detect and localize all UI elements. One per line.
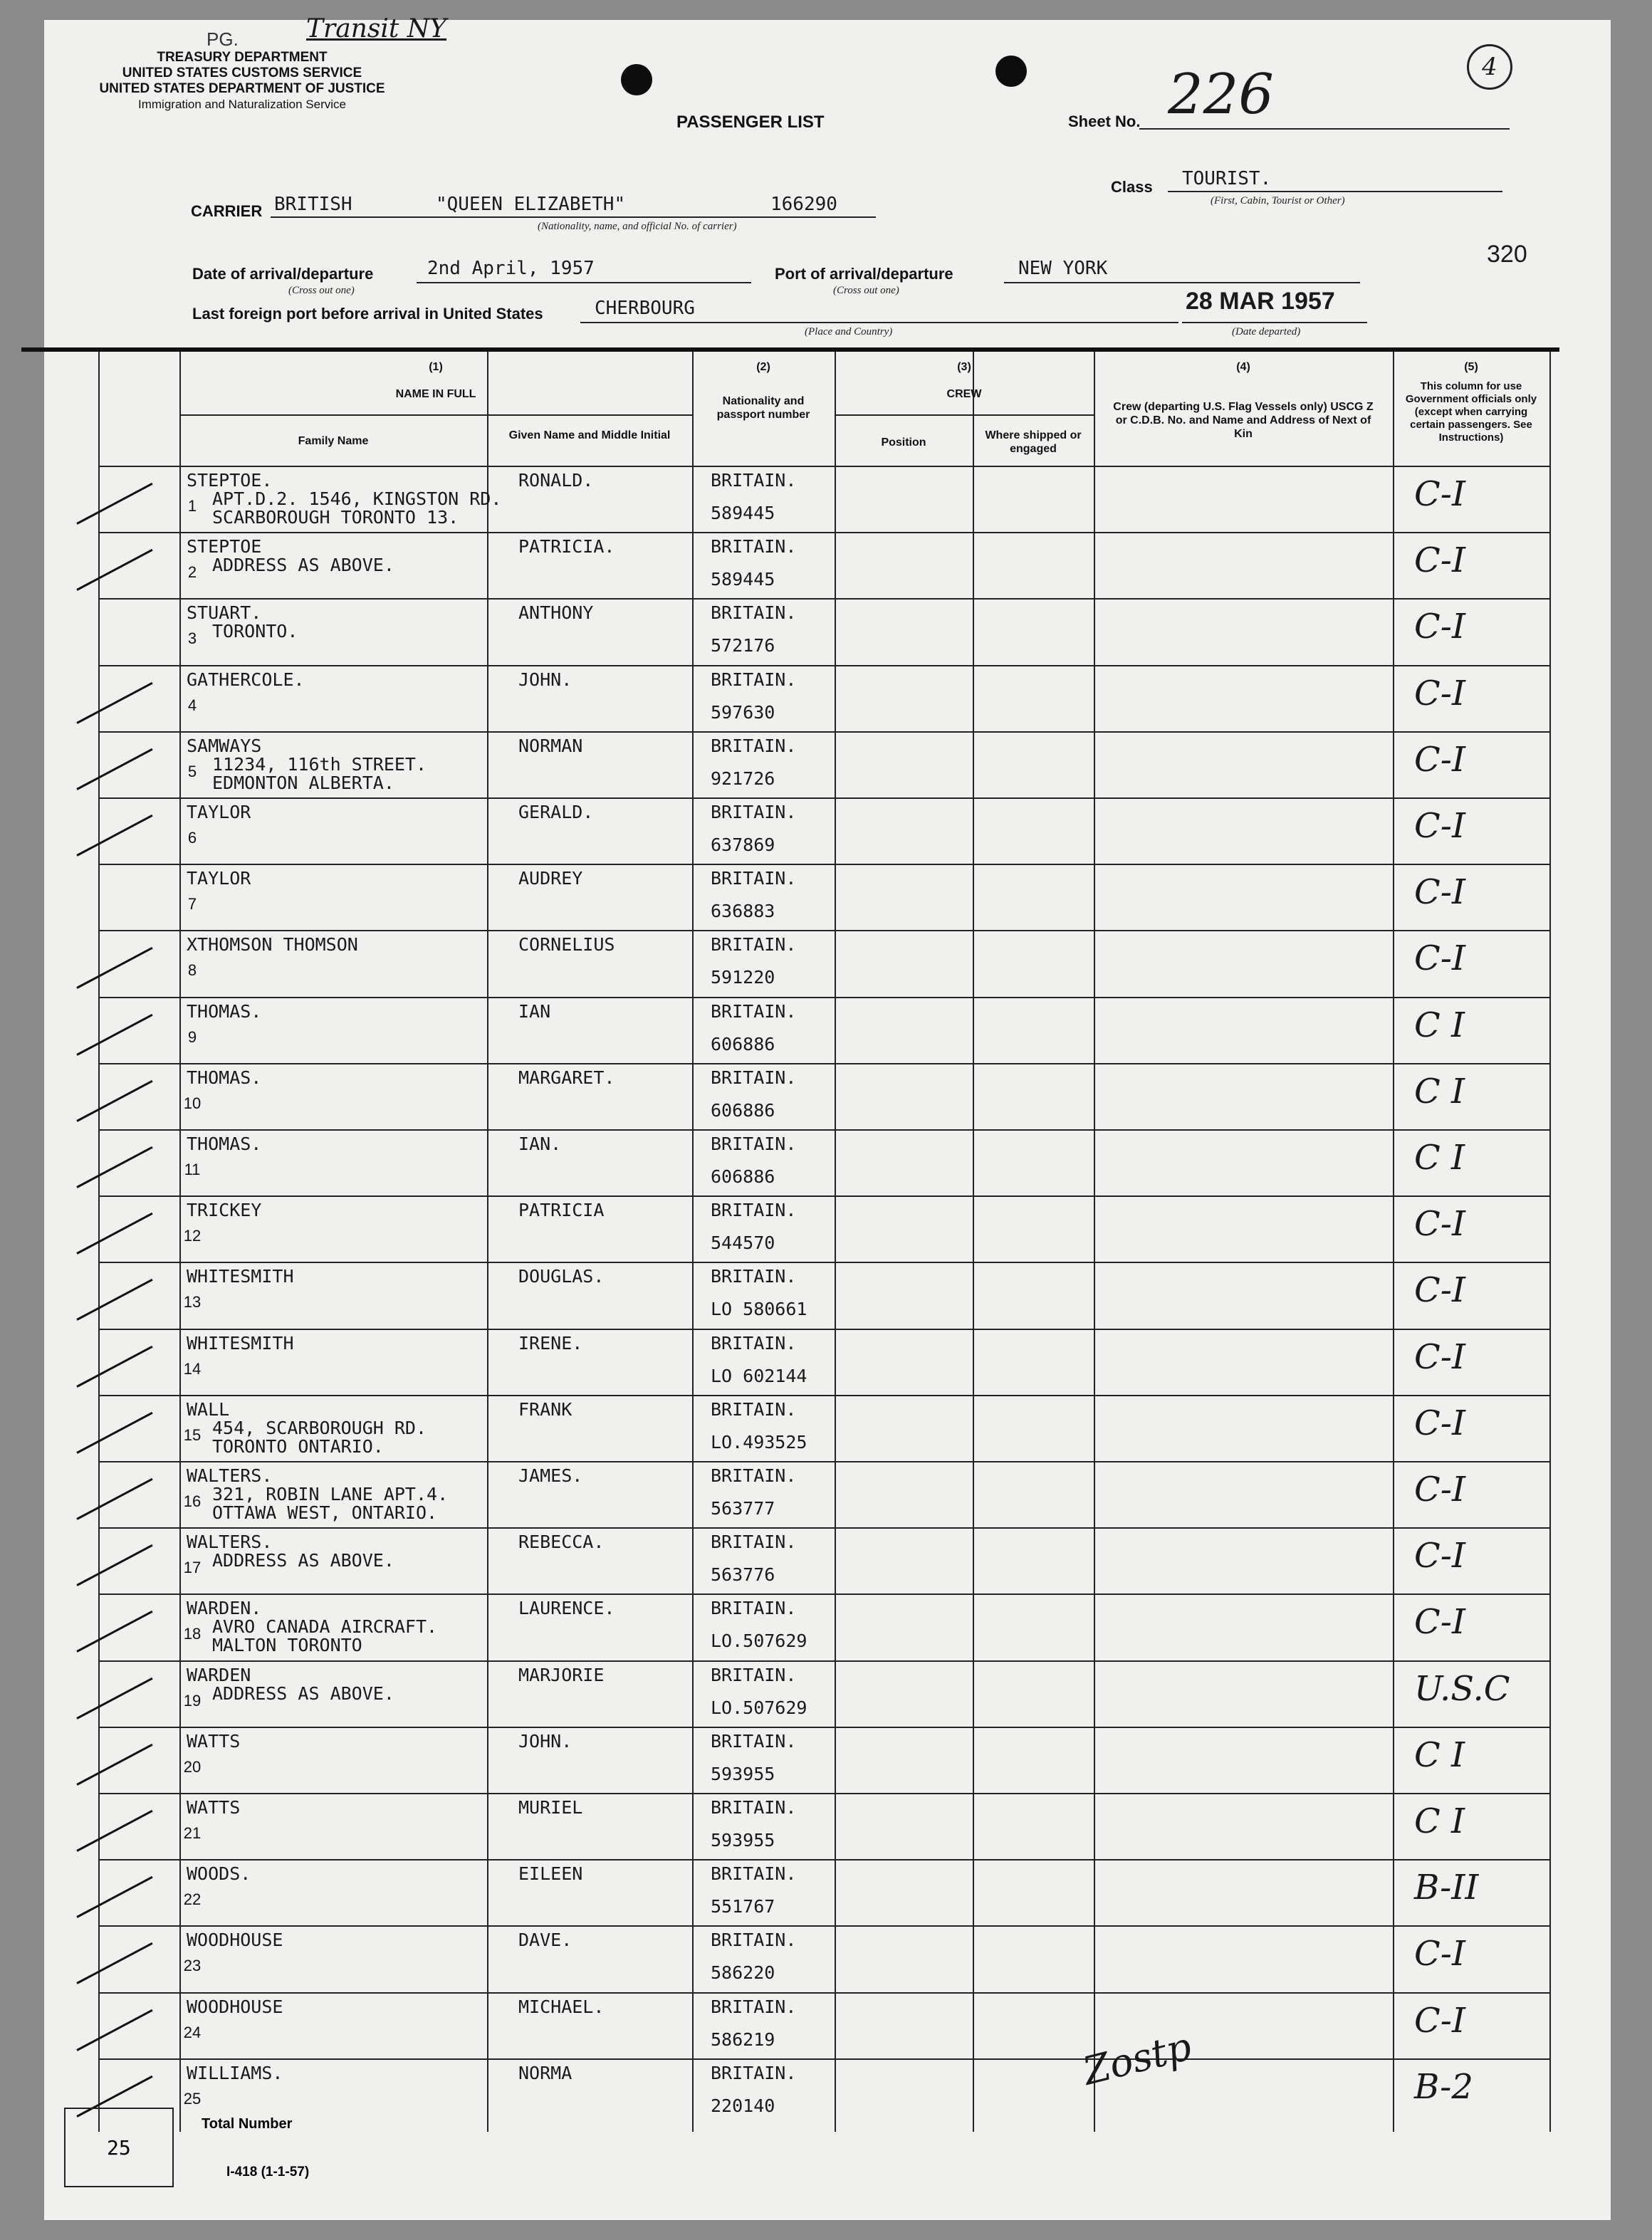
corner-circled-number: 4: [1467, 44, 1512, 90]
punch-hole-left: [621, 64, 652, 95]
sheet-number-line: [1139, 128, 1510, 130]
inspector-signature: Zostp: [1078, 2024, 1196, 2094]
given-name: ANTHONY: [518, 602, 594, 624]
admission-code: C-I: [1414, 1934, 1465, 1974]
given-name: MARGARET.: [518, 1067, 615, 1088]
row-line: [98, 1859, 1551, 1860]
address-line-2: MALTON TORONTO: [212, 1635, 362, 1656]
address-line-2: OTTAWA WEST, ONTARIO.: [212, 1502, 438, 1523]
family-name: WATTS: [187, 1797, 241, 1818]
admission-code: C-I: [1414, 1270, 1465, 1311]
passport-number: 586220: [711, 1962, 775, 1984]
admission-code: B-2: [1414, 2066, 1473, 2107]
family-name: WALTERS.: [187, 1465, 273, 1486]
header-bottom-line: [98, 466, 1551, 467]
margin-number: 320: [1487, 241, 1527, 268]
row-number: 21: [183, 1824, 202, 1842]
class-hint: (First, Cabin, Tourist or Other): [1211, 195, 1345, 206]
carrier-hint: (Nationality, name, and official No. of carrier): [538, 221, 737, 232]
carrier-underline: [271, 216, 876, 218]
nationality: BRITAIN.: [711, 1266, 797, 1287]
family-name-header: Family Name: [298, 435, 369, 447]
given-name: DAVE.: [518, 1930, 573, 1951]
row-number: 18: [183, 1625, 202, 1643]
nationality: BRITAIN.: [711, 1598, 797, 1619]
passport-number: LO 580661: [711, 1299, 807, 1320]
given-name: FRANK: [518, 1398, 573, 1420]
nationality: BRITAIN.: [711, 602, 797, 624]
family-name: WALTERS.: [187, 1532, 273, 1553]
passport-number: LO.507629: [711, 1697, 807, 1718]
col4-title: Crew (departing U.S. Flag Vessels only) USCG Z or C.D.B. No. and Name and Address of Next of Kin: [1113, 401, 1374, 440]
given-name: PATRICIA.: [518, 536, 615, 558]
nationality: BRITAIN.: [711, 2062, 797, 2083]
given-name: RONALD.: [518, 470, 594, 491]
passport-number: 544570: [711, 1232, 775, 1254]
row-number: 7: [187, 895, 197, 914]
port-value: NEW YORK: [1018, 258, 1108, 279]
row-line: [98, 930, 1551, 931]
row-number: 15: [183, 1425, 202, 1444]
nationality: BRITAIN.: [711, 1332, 797, 1354]
given-name: JAMES.: [518, 1465, 583, 1486]
pg-mark: PG.: [206, 28, 239, 50]
row-line: [98, 598, 1551, 600]
col1-number: (1): [429, 361, 443, 373]
row-line: [98, 1527, 1551, 1529]
row-line: [98, 1329, 1551, 1330]
nationality: BRITAIN.: [711, 1863, 797, 1885]
address-line-1: AVRO CANADA AIRCRAFT.: [212, 1616, 438, 1638]
passport-number: 589445: [711, 503, 775, 523]
family-name: THOMAS.: [187, 1067, 262, 1088]
row-number: 2: [187, 563, 197, 582]
punch-hole-right: [995, 56, 1027, 87]
nationality: BRITAIN.: [711, 1797, 797, 1818]
admission-code: C I: [1414, 1005, 1465, 1045]
row-number: 19: [183, 1691, 202, 1710]
family-name: STEPTOE.: [187, 470, 273, 491]
date-label: Date of arrival/departure: [192, 265, 374, 283]
admission-code: C-I: [1414, 1470, 1465, 1509]
row-line: [98, 1660, 1551, 1662]
passport-number: 586219: [711, 2029, 775, 2050]
sheet-number-value: 226: [1168, 63, 1274, 127]
row-line: [98, 1461, 1551, 1462]
row-number: 23: [183, 1957, 202, 1975]
given-name: MARJORIE: [518, 1664, 605, 1685]
given-name-header: Given Name and Middle Initial: [508, 429, 671, 441]
nationality: BRITAIN.: [711, 1465, 797, 1486]
nationality: BRITAIN.: [711, 536, 797, 558]
header-split-line: [179, 414, 692, 416]
row-number: 12: [183, 1227, 202, 1245]
passport-number: LO 602144: [711, 1365, 807, 1386]
class-value: TOURIST.: [1182, 168, 1272, 189]
admission-code: C-I: [1414, 607, 1465, 647]
family-name: WATTS: [187, 1730, 241, 1752]
passport-number: 551767: [711, 1896, 775, 1917]
col5-title: This column for use Government officials only (except when carrying certain passengers. See Instructions): [1405, 380, 1537, 444]
given-name: JOHN.: [518, 1730, 573, 1752]
port-cross-out-hint: (Cross out one): [833, 285, 899, 296]
family-name: WOODHOUSE: [187, 1930, 283, 1951]
carrier-label: CARRIER: [191, 202, 263, 220]
given-name: JOHN.: [518, 669, 573, 690]
carrier-nationality: BRITISH: [274, 194, 352, 215]
col-line: [1393, 352, 1394, 2132]
row-number: 13: [183, 1293, 202, 1312]
row-number: 24: [183, 2023, 202, 2041]
passport-number: 593955: [711, 1830, 775, 1851]
admission-code: C-I: [1414, 540, 1465, 581]
family-name: TAYLOR: [187, 868, 251, 889]
nationality: BRITAIN.: [711, 1134, 797, 1154]
row-line: [98, 1195, 1551, 1197]
family-name: WHITESMITH: [187, 1332, 294, 1354]
passport-number: 606886: [711, 1166, 775, 1187]
passport-number: 637869: [711, 834, 775, 855]
family-name: THOMAS.: [187, 1000, 262, 1022]
row-number: 6: [187, 829, 197, 847]
row-number: 3: [187, 629, 197, 648]
passport-number: 593955: [711, 1763, 775, 1784]
address-line-1: APT.D.2. 1546, KINGSTON RD.: [212, 488, 502, 509]
admission-code: U.S.C: [1414, 1668, 1510, 1709]
family-name: WARDEN: [187, 1664, 251, 1685]
passport-number: 921726: [711, 768, 775, 789]
col-line: [1549, 352, 1551, 2132]
nationality: BRITAIN.: [711, 1730, 797, 1752]
passport-number: 591220: [711, 967, 775, 988]
agency-line: TREASURY DEPARTMENT: [157, 50, 328, 65]
given-name: IRENE.: [518, 1332, 583, 1354]
class-underline: [1168, 191, 1502, 192]
address-line-1: 454, SCARBOROUGH RD.: [212, 1417, 427, 1438]
col3-title: CREW: [946, 388, 982, 400]
col2-number: (2): [756, 361, 770, 373]
address-line-1: TORONTO.: [212, 621, 298, 642]
given-name: MICHAEL.: [518, 1996, 605, 2017]
address-line-1: ADDRESS AS ABOVE.: [212, 1550, 394, 1571]
last-port-value: CHERBOURG: [595, 298, 695, 319]
given-name: IAN: [518, 1000, 551, 1022]
row-line: [98, 1262, 1551, 1263]
agency-line: UNITED STATES CUSTOMS SERVICE: [122, 66, 362, 80]
agency-line: UNITED STATES DEPARTMENT OF JUSTICE: [99, 81, 385, 96]
col2-title: Nationality and passport number: [716, 395, 810, 421]
col-line: [835, 352, 836, 2132]
date-departed-stamp: 28 MAR 1957: [1186, 288, 1335, 315]
row-number: 8: [187, 961, 197, 980]
total-number-value: 25: [107, 2136, 131, 2160]
row-number: 22: [183, 1890, 202, 1909]
given-name: REBECCA.: [518, 1532, 605, 1553]
carrier-number: 166290: [770, 194, 837, 215]
nationality: BRITAIN.: [711, 1200, 797, 1221]
family-name: SAMWAYS: [187, 735, 262, 756]
admission-code: C I: [1414, 1071, 1465, 1111]
admission-code: C-I: [1414, 1204, 1465, 1245]
row-number: 14: [183, 1359, 202, 1378]
nationality: BRITAIN.: [711, 470, 797, 491]
family-name: WARDEN.: [187, 1598, 262, 1619]
row-number: 4: [187, 696, 197, 714]
passport-number: 636883: [711, 901, 775, 922]
total-number-label: Total Number: [202, 2116, 293, 2132]
date-departed-underline: [1182, 322, 1367, 323]
family-name: GATHERCOLE.: [187, 669, 305, 690]
row-line: [98, 665, 1551, 666]
row-number: 25: [183, 2089, 202, 2108]
row-line: [98, 1727, 1551, 1728]
last-port-underline: [580, 322, 1178, 323]
row-number: 5: [187, 762, 197, 780]
given-name: NORMA: [518, 2062, 573, 2083]
admission-code: C I: [1414, 1138, 1465, 1178]
given-name: AUDREY: [518, 868, 583, 889]
col-line: [973, 352, 974, 2132]
given-name: EILEEN: [518, 1863, 583, 1885]
address-line-2: SCARBOROUGH TORONTO 13.: [212, 507, 459, 528]
passenger-table: [98, 352, 1551, 2132]
row-number: 17: [183, 1559, 202, 1577]
row-line: [98, 1129, 1551, 1131]
transit-handwritten-mark: Transit NY: [306, 14, 447, 43]
where-engaged-header: Where shipped or engaged: [985, 429, 1082, 455]
col-line: [692, 352, 694, 2132]
row-line: [98, 864, 1551, 865]
admission-code: B-II: [1414, 1868, 1479, 1908]
nationality: BRITAIN.: [711, 669, 797, 690]
admission-code: C-I: [1414, 1536, 1465, 1576]
form-number: I-418 (1-1-57): [226, 2165, 310, 2179]
nationality: BRITAIN.: [711, 1532, 797, 1553]
family-name: XTHOMSON THOMSON: [187, 934, 358, 956]
nationality: BRITAIN.: [711, 1996, 797, 2017]
family-name: THOMAS.: [187, 1134, 262, 1154]
place-hint: (Place and Country): [805, 326, 893, 337]
nationality: BRITAIN.: [711, 1000, 797, 1022]
row-line: [98, 2058, 1551, 2060]
nationality: BRITAIN.: [711, 868, 797, 889]
passport-number: 606886: [711, 1099, 775, 1121]
header-split-line: [835, 414, 1094, 416]
admission-code: C-I: [1414, 872, 1465, 913]
passport-number: 572176: [711, 635, 775, 656]
admission-code: C I: [1414, 1801, 1465, 1841]
date-departed-hint: (Date departed): [1232, 326, 1301, 337]
row-number: 9: [187, 1027, 197, 1046]
given-name: DOUGLAS.: [518, 1266, 605, 1287]
family-name: WALL: [187, 1398, 230, 1420]
port-underline: [1004, 282, 1360, 283]
row-line: [98, 731, 1551, 733]
given-name: CORNELIUS: [518, 934, 615, 956]
admission-code: C-I: [1414, 806, 1465, 846]
col-line: [487, 352, 488, 2132]
admission-code: C-I: [1414, 474, 1465, 514]
col1-title: NAME IN FULL: [395, 388, 476, 400]
family-name: TAYLOR: [187, 802, 251, 822]
col-line: [1094, 352, 1095, 2132]
nationality: BRITAIN.: [711, 1067, 797, 1088]
address-line-2: EDMONTON ALBERTA.: [212, 772, 394, 793]
passport-number: 606886: [711, 1033, 775, 1054]
passport-number: 597630: [711, 701, 775, 723]
address-line-1: 321, ROBIN LANE APT.4.: [212, 1484, 449, 1504]
sheet-number-label: Sheet No.: [1068, 112, 1141, 130]
date-underline: [417, 282, 751, 283]
address-line-1: 11234, 116th STREET.: [212, 753, 427, 775]
given-name: NORMAN: [518, 735, 583, 756]
family-name: TRICKEY: [187, 1200, 262, 1221]
passport-number: 589445: [711, 569, 775, 590]
row-line: [98, 997, 1551, 998]
agency-header: [43, 50, 441, 112]
given-name: PATRICIA: [518, 1200, 605, 1221]
last-port-label: Last foreign port before arrival in United States: [192, 305, 543, 323]
row-line: [98, 532, 1551, 533]
passport-number: LO.507629: [711, 1631, 807, 1652]
family-name: STEPTOE: [187, 536, 262, 558]
family-name: WHITESMITH: [187, 1266, 294, 1287]
date-value: 2nd April, 1957: [427, 258, 595, 279]
nationality: BRITAIN.: [711, 1398, 797, 1420]
family-name: WOODHOUSE: [187, 1996, 283, 2017]
nationality: BRITAIN.: [711, 934, 797, 956]
row-number: 16: [183, 1492, 202, 1510]
row-line: [98, 1992, 1551, 1994]
row-number: 10: [183, 1094, 202, 1112]
address-line-1: ADDRESS AS ABOVE.: [212, 1682, 394, 1704]
given-name: MURIEL: [518, 1797, 583, 1818]
given-name: IAN.: [518, 1134, 562, 1154]
row-line: [98, 1593, 1551, 1595]
nationality: BRITAIN.: [711, 1664, 797, 1685]
nationality: BRITAIN.: [711, 802, 797, 822]
given-name: LAURENCE.: [518, 1598, 615, 1619]
given-name: GERALD.: [518, 802, 594, 822]
family-name: STUART.: [187, 602, 262, 624]
port-label: Port of arrival/departure: [775, 265, 953, 283]
admission-code: C-I: [1414, 1403, 1465, 1443]
nationality: BRITAIN.: [711, 735, 797, 756]
row-number: 11: [184, 1161, 201, 1178]
carrier-name: "QUEEN ELIZABETH": [436, 194, 626, 215]
row-line: [98, 1925, 1551, 1927]
passport-number: 220140: [711, 2095, 775, 2116]
passport-number: 563776: [711, 1564, 775, 1586]
admission-code: C-I: [1414, 2000, 1465, 2041]
admission-code: C-I: [1414, 938, 1465, 979]
admission-code: C-I: [1414, 1336, 1465, 1377]
row-line: [98, 1063, 1551, 1064]
agency-sub: Immigration and Naturalization Service: [138, 98, 346, 111]
passport-number: LO.493525: [711, 1431, 807, 1453]
row-line: [98, 797, 1551, 799]
col3-number: (3): [957, 361, 971, 373]
col4-number: (4): [1236, 361, 1250, 373]
row-number: 1: [187, 497, 197, 515]
row-line: [98, 1395, 1551, 1396]
admission-code: C-I: [1414, 1602, 1465, 1643]
family-name: WILLIAMS.: [187, 2062, 283, 2083]
admission-code: C I: [1414, 1734, 1465, 1775]
family-name: WOODS.: [187, 1863, 251, 1885]
admission-code: C-I: [1414, 673, 1465, 713]
col5-number: (5): [1464, 361, 1478, 373]
position-header: Position: [881, 436, 926, 449]
row-number: 20: [183, 1757, 202, 1776]
date-cross-out-hint: (Cross out one): [288, 285, 355, 296]
page-title: PASSENGER LIST: [676, 112, 825, 132]
admission-code: C-I: [1414, 739, 1465, 780]
class-label: Class: [1111, 178, 1153, 196]
address-line-2: TORONTO ONTARIO.: [212, 1435, 384, 1457]
row-line: [98, 1793, 1551, 1794]
passport-number: 563777: [711, 1498, 775, 1519]
address-line-1: ADDRESS AS ABOVE.: [212, 555, 394, 576]
nationality: BRITAIN.: [711, 1930, 797, 1951]
